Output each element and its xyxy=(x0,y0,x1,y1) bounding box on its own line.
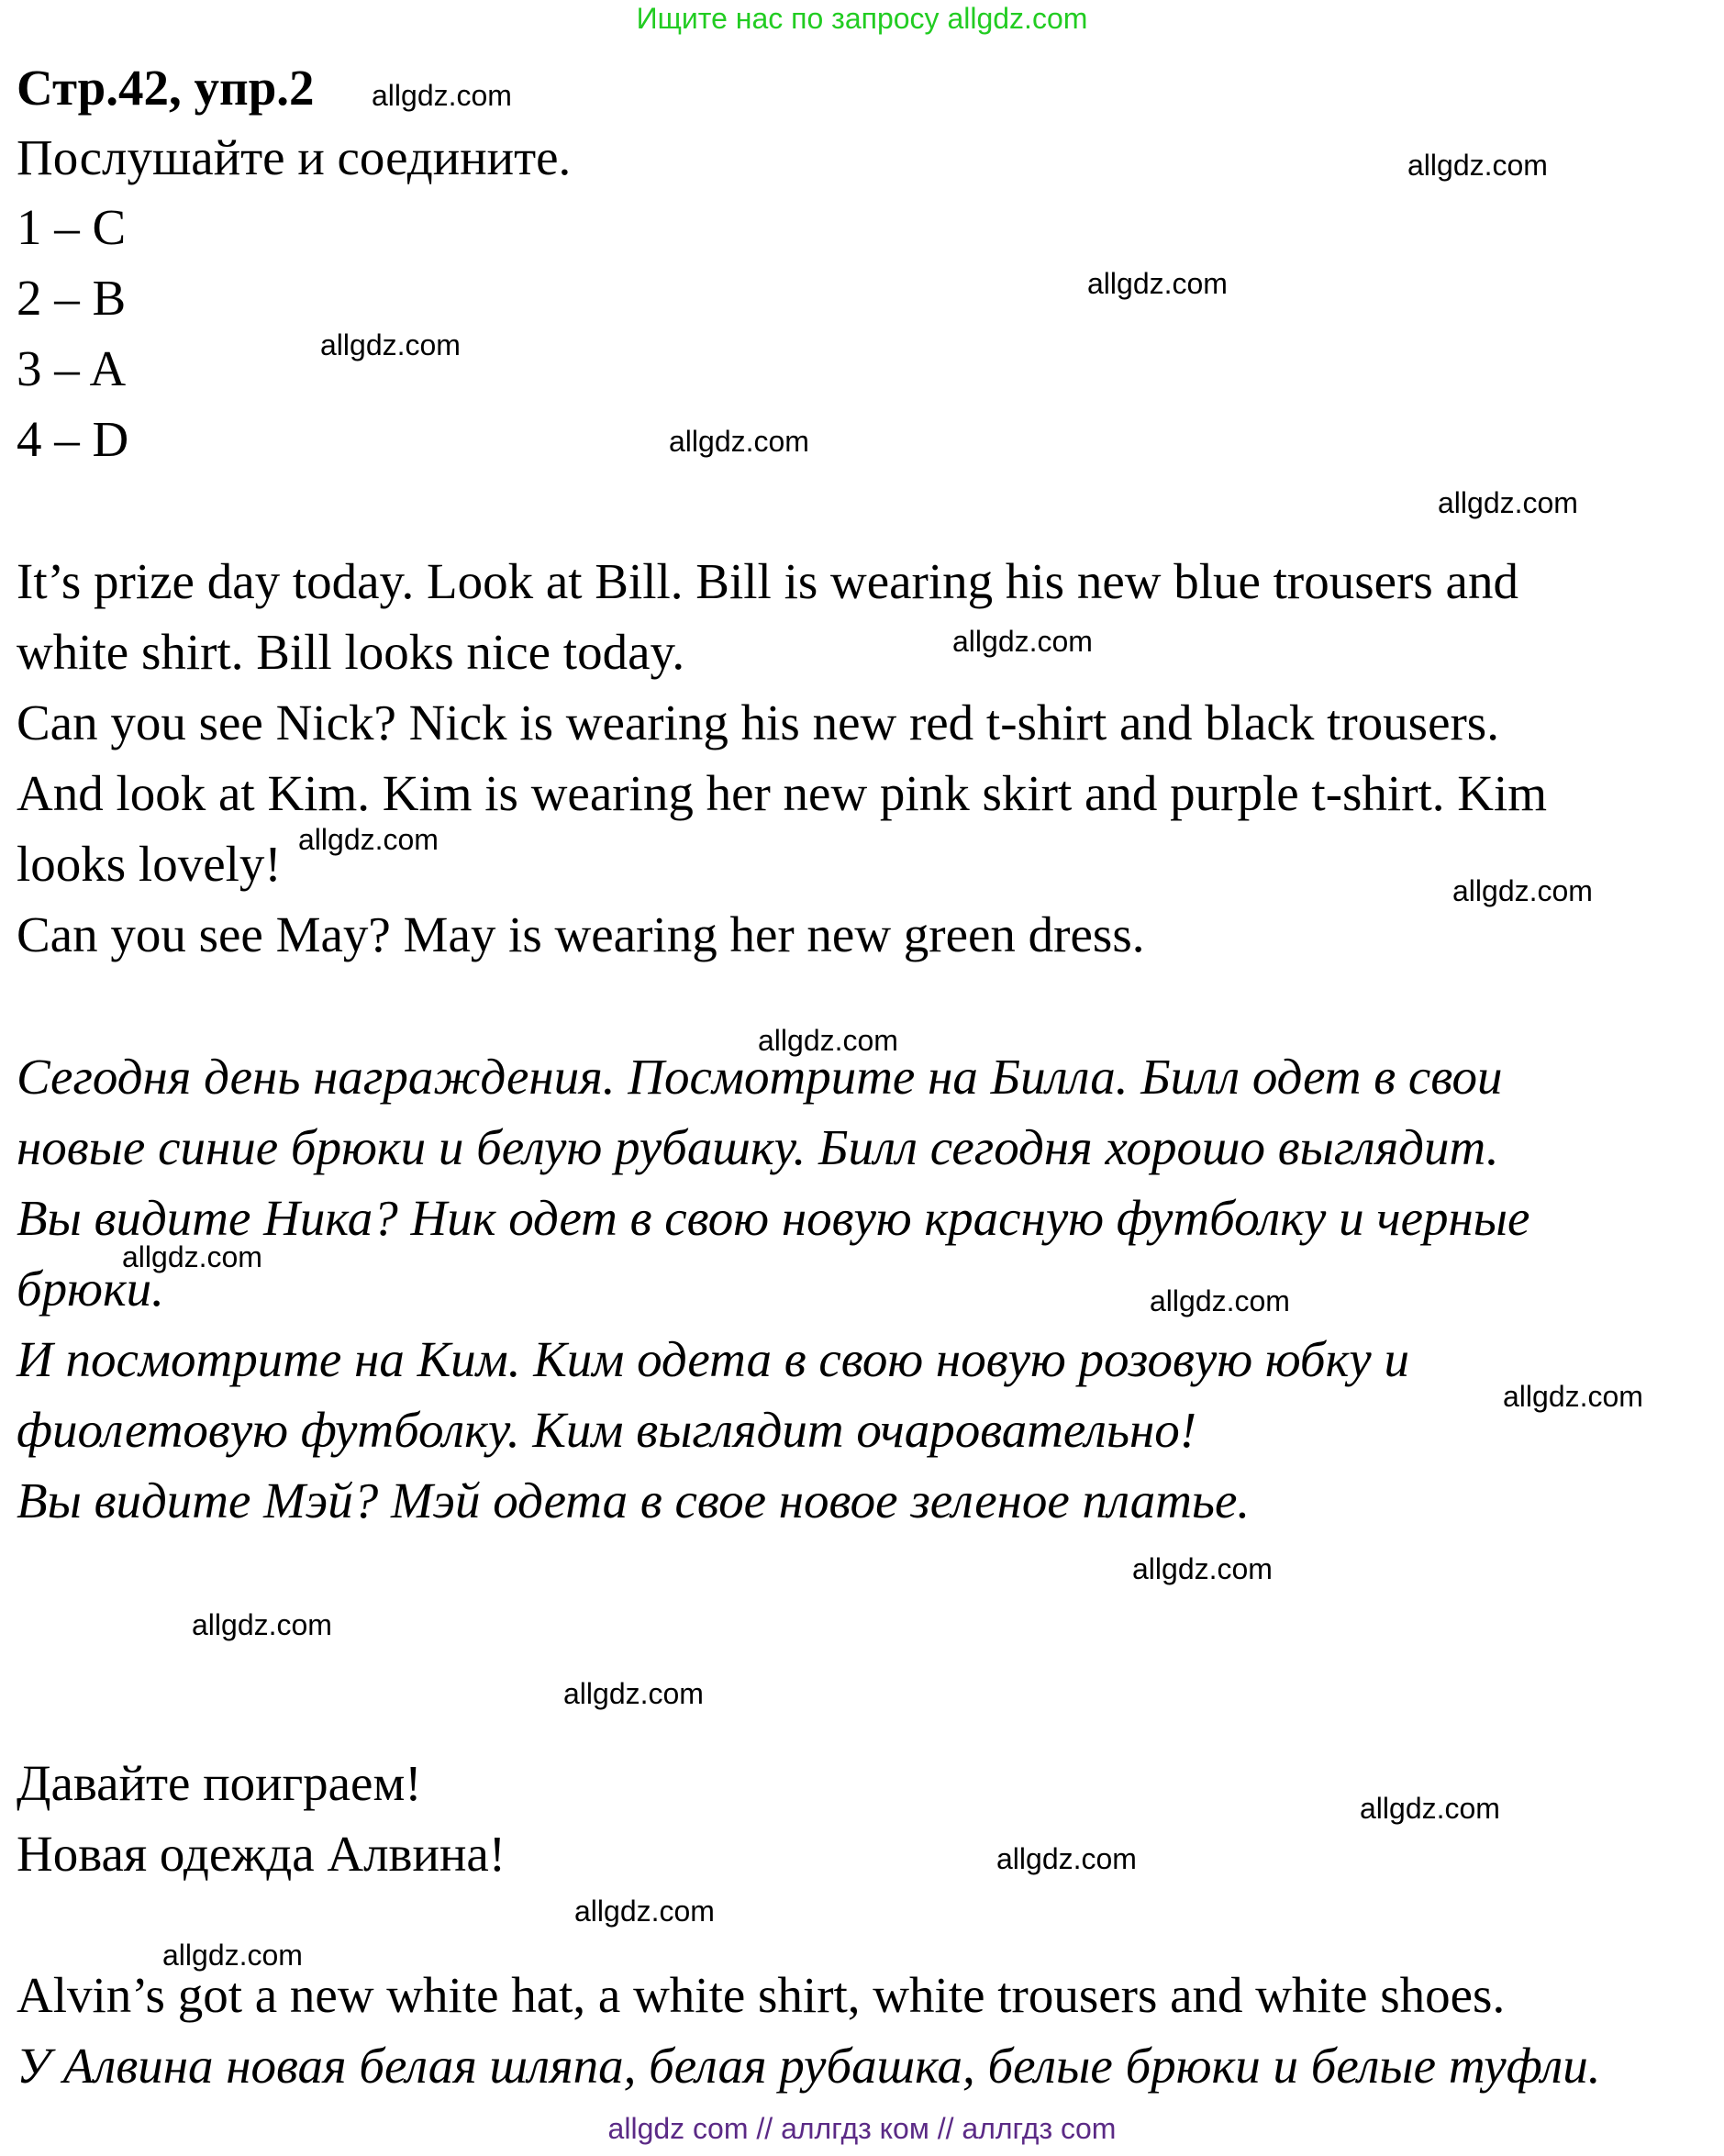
watermark: allgdz.com xyxy=(1150,1284,1290,1317)
english-paragraph-line: white shirt. Bill looks nice today. xyxy=(17,624,685,680)
watermark: allgdz.com xyxy=(1087,267,1228,300)
watermark: allgdz.com xyxy=(1452,874,1593,907)
watermark: allgdz.com xyxy=(192,1608,332,1641)
english-paragraph-line: looks lovely! xyxy=(17,836,282,892)
answer-item: 2 – B xyxy=(17,270,127,326)
russian-paragraph-line: новые синие брюки и белую рубашку. Билл сегодня хорошо выглядит. xyxy=(17,1119,1499,1175)
english-paragraph-line: Can you see Nick? Nick is wearing his new red t-shirt and black trousers. xyxy=(17,695,1499,750)
watermark: allgdz.com xyxy=(320,328,461,361)
answer-item: 4 – D xyxy=(17,411,129,467)
instruction: Послушайте и соедините. xyxy=(17,129,572,185)
watermark: allgdz.com xyxy=(1132,1552,1273,1585)
watermark: allgdz.com xyxy=(1503,1380,1643,1413)
russian-paragraph-line: Сегодня день награждения. Посмотрите на Билла. Билл одет в свои xyxy=(17,1049,1503,1105)
footer-watermark: allgdz com // аллгдз ком // аллгдз com xyxy=(607,2112,1117,2145)
watermark: allgdz.com xyxy=(1407,149,1548,182)
watermark: allgdz.com xyxy=(1360,1792,1500,1825)
top-banner: Ищите нас по запросу allgdz.com xyxy=(636,2,1088,35)
watermark: allgdz.com xyxy=(758,1024,898,1057)
watermark: allgdz.com xyxy=(563,1677,704,1710)
watermark: allgdz.com xyxy=(162,1939,303,1972)
watermark: allgdz.com xyxy=(372,79,512,112)
watermark: allgdz.com xyxy=(1438,486,1578,519)
russian-paragraph-line: брюки. xyxy=(17,1261,164,1317)
watermark: allgdz.com xyxy=(952,625,1093,658)
english-paragraph-line: It’s prize day today. Look at Bill. Bill is wearing his new blue trousers and xyxy=(17,553,1518,609)
english-paragraph-line: And look at Kim. Kim is wearing her new pink skirt and purple t-shirt. Kim xyxy=(17,765,1548,821)
game-russian-sentence: У Алвина новая белая шляпа, белая рубашка, белые брюки и белые туфли. xyxy=(17,2038,1601,2094)
russian-paragraph-line: И посмотрите на Ким. Ким одета в свою новую розовую юбку и xyxy=(17,1331,1409,1387)
russian-paragraph-line: Вы видите Мэй? Мэй одета в свое новое зеленое платье. xyxy=(17,1473,1251,1528)
game-subtitle: Новая одежда Алвина! xyxy=(17,1826,506,1882)
watermark: allgdz.com xyxy=(996,1842,1137,1875)
english-paragraph-line: Can you see May? May is wearing her new green dress. xyxy=(17,906,1145,962)
answer-item: 3 – A xyxy=(17,340,127,396)
watermark: allgdz.com xyxy=(669,425,809,458)
russian-paragraph-line: фиолетовую футболку. Ким выглядит очаровательно! xyxy=(17,1402,1197,1458)
answer-item: 1 – C xyxy=(17,199,127,255)
game-english-sentence: Alvin’s got a new white hat, a white shirt, white trousers and white shoes. xyxy=(17,1967,1506,2023)
watermark: allgdz.com xyxy=(574,1895,715,1928)
watermark: allgdz.com xyxy=(298,823,439,856)
russian-paragraph-line: Вы видите Ника? Ник одет в свою новую красную футболку и черные xyxy=(17,1190,1530,1246)
page-title: Стр.42, упр.2 xyxy=(17,60,315,116)
watermark: allgdz.com xyxy=(122,1240,262,1273)
game-title: Давайте поиграем! xyxy=(17,1755,422,1811)
